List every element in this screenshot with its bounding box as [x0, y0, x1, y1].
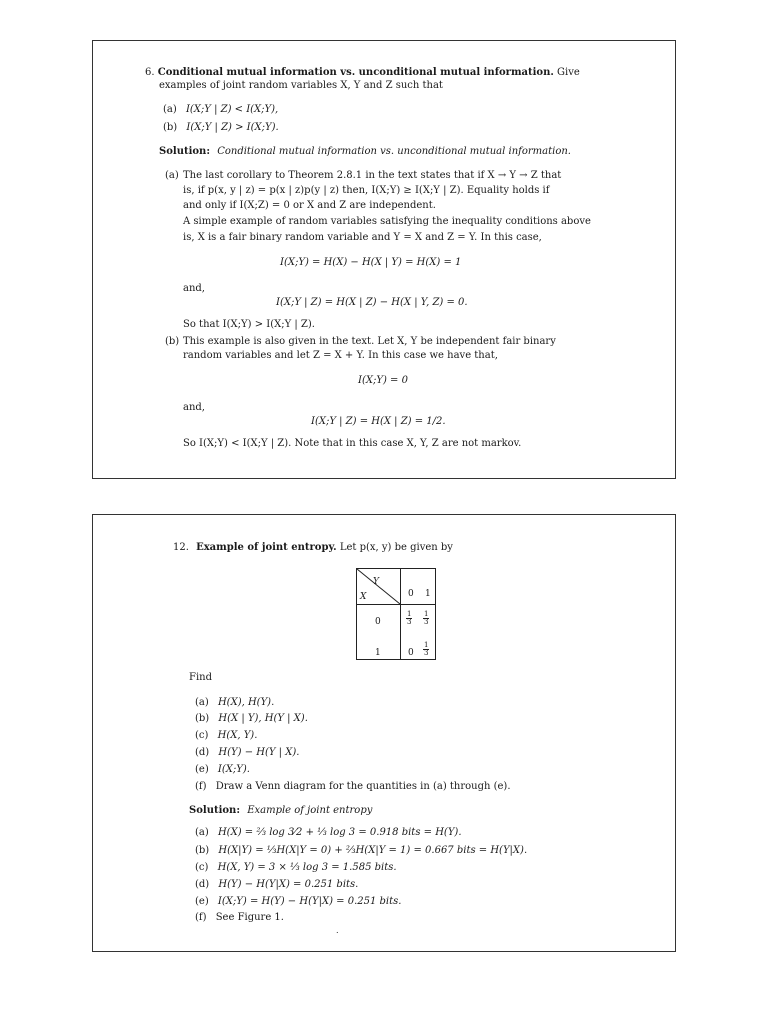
- question-item: (c) H(X, Y).: [195, 730, 258, 741]
- equation: I(X;Y) = 0: [358, 375, 408, 386]
- equation: I(X;Y | Z) = H(X | Z) = 1/2.: [311, 416, 446, 427]
- solution-line: This example is also given in the text. Let X, Y be independent fair binary: [183, 336, 556, 347]
- problem-12-heading: [173, 542, 453, 554]
- question-item: (d) H(Y) − H(Y | X).: [195, 747, 300, 758]
- case-item: (b) I(X;Y | Z) > I(X;Y).: [163, 122, 279, 133]
- solution-line: random variables and let Z = X + Y. In this case we have that,: [183, 350, 498, 361]
- table-cell: 0: [408, 648, 414, 658]
- problem-number: 6.: [145, 67, 155, 78]
- answer-item: (c) H(X, Y) = 3 × ⅓ log 3 = 1.585 bits.: [195, 862, 397, 873]
- problem-12-panel: [92, 514, 676, 952]
- trailing-mark: .: [336, 926, 339, 935]
- solution-line: is, X is a fair binary random variable and Y = X and Z = Y. In this case,: [183, 232, 542, 243]
- solution-line: A simple example of random variables satisfying the inequality conditions above: [183, 216, 591, 227]
- solution-heading: Solution: Conditional mutual information vs. unconditional mutual information.: [159, 146, 571, 157]
- conclusion-line: So I(X;Y) < I(X;Y | Z). Note that in this case X, Y, Z are not markov.: [183, 438, 522, 449]
- find-label: Find: [189, 672, 212, 683]
- row-header: 0: [375, 617, 381, 627]
- intro-text: Let p(x, y) be given by: [339, 542, 453, 553]
- solution-line: is, if p(x, y | z) = p(x | z)p(y | z) then, I(X;Y) ≥ I(X;Y | Z). Equality holds if: [183, 185, 550, 196]
- row-header: 1: [375, 648, 381, 658]
- solution-line: The last corollary to Theorem 2.8.1 in the text states that if X → Y → Z that: [183, 170, 562, 181]
- answer-item: (e) I(X;Y) = H(Y) − H(Y|X) = 0.251 bits.: [195, 896, 402, 907]
- table-cell: $\frac{1}{3}$: [424, 641, 429, 657]
- answer-item: (f) See Figure 1.: [195, 912, 284, 923]
- problem-6-panel: [92, 40, 676, 479]
- joint-probability-table: [356, 568, 436, 660]
- column-header: 1: [425, 589, 431, 599]
- question-item: (f) Draw a Venn diagram for the quantities in (a) through (e).: [195, 781, 511, 792]
- intro-text: examples of joint random variables X, Y and Z such that: [159, 80, 443, 91]
- conclusion-line: So that I(X;Y) > I(X;Y | Z).: [183, 319, 315, 330]
- question-item: (e) I(X;Y).: [195, 764, 250, 775]
- table-cell: $\frac{1}{3}$: [424, 610, 429, 626]
- table-divider: [357, 604, 435, 605]
- problem-6-heading: [145, 67, 580, 79]
- problem-title: Example of joint entropy.: [196, 542, 337, 553]
- intro-text: Give: [557, 67, 580, 78]
- connector-text: and,: [183, 283, 205, 294]
- table-divider: [400, 569, 401, 659]
- connector-text: and,: [183, 402, 205, 413]
- equation: I(X;Y) = H(X) − H(X | Y) = H(X) = 1: [280, 257, 462, 268]
- problem-title: Conditional mutual information vs. unconditional mutual information.: [157, 67, 554, 78]
- part-label: (a): [165, 170, 179, 181]
- answer-item: (a) H(X) = ⅔ log 3⁄2 + ⅓ log 3 = 0.918 bits = H(Y).: [195, 827, 462, 838]
- answer-item: (b) H(X|Y) = ⅓H(X|Y = 0) + ⅔H(X|Y = 1) = 0.667 bits = H(Y|X).: [195, 845, 528, 856]
- table-cell: $\frac{1}{3}$: [407, 610, 412, 626]
- case-item: (a) I(X;Y | Z) < I(X;Y),: [163, 104, 279, 115]
- part-label: (b): [165, 336, 180, 347]
- row-variable-label: X: [360, 592, 367, 602]
- question-item: (a) H(X), H(Y).: [195, 697, 275, 708]
- solution-heading: Solution: Example of joint entropy: [189, 805, 373, 816]
- column-variable-label: Y: [373, 577, 379, 587]
- column-header: 0: [408, 589, 414, 599]
- solution-line: and only if I(X;Z) = 0 or X and Z are independent.: [183, 200, 436, 211]
- answer-item: (d) H(Y) − H(Y|X) = 0.251 bits.: [195, 879, 359, 890]
- problem-number: 12.: [173, 542, 189, 553]
- equation: I(X;Y | Z) = H(X | Z) − H(X | Y, Z) = 0.: [276, 297, 468, 308]
- question-item: (b) H(X | Y), H(Y | X).: [195, 713, 308, 724]
